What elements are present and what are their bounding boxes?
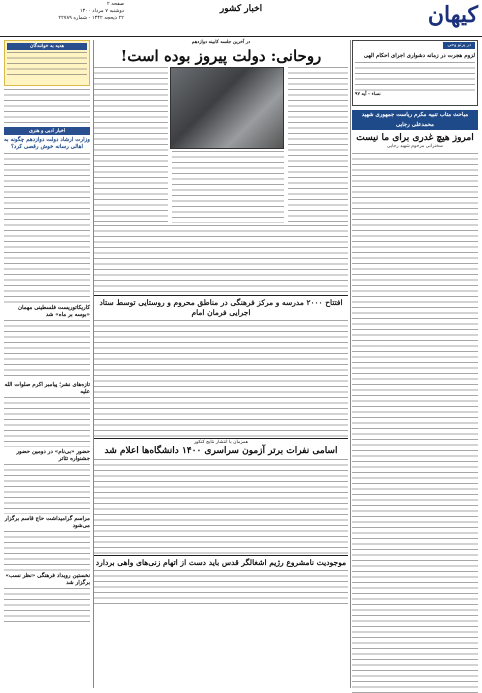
culture-headline-3: حضور «بی‌نام» در دومین حضور جشنواره تئاتر — [16, 449, 90, 462]
cabinet-photo — [170, 67, 284, 149]
gift-title: هدیه به خوانندگان — [7, 43, 87, 50]
lead-story-text — [94, 67, 168, 223]
feature-title: امروز هیچ غدری برای ما نیست — [356, 133, 474, 143]
bottom-headline: موجودیت نامشروع رژیم اشغالگر قدس باید دست از اتهام زنی‌های واهی بردارد — [95, 558, 347, 567]
feature-body — [352, 153, 478, 693]
issue-number: ۲۲ ذیحجه ۱۴۴۲ - شماره ۲۲۷۸۹ — [58, 15, 124, 21]
feature-subtitle: سخنرانی مرحوم شهید رجایی — [387, 144, 443, 149]
culture-title: وزارت ارشاد دولت دوازدهم چگونه به اهالی رسانه خوش رقصی کرد؟ — [4, 137, 90, 150]
lead-story — [94, 67, 348, 225]
kayhan-logo: کیهان — [427, 2, 478, 28]
schools-headline: افتتاح ۲۰۰۰ مدرسه و مرکز فرهنگی در مناطق محروم و روستایی توسط ستاد اجرایی فرمان امام — [99, 298, 343, 317]
page-header — [0, 0, 482, 37]
culture-text — [4, 153, 90, 303]
ticker-text — [355, 62, 475, 92]
schools-story-text — [94, 320, 348, 438]
culture-headline-2: تازه‌های نشر؛ پیامبر اکرم صلوات الله علیه — [4, 382, 90, 395]
lead-story-text — [172, 151, 284, 223]
right-column — [352, 40, 478, 688]
issue-date: دوشنبه ۷ مرداد ۱۴۰۰ — [79, 8, 124, 14]
ticker-box — [352, 40, 478, 106]
divider — [94, 295, 348, 296]
bottom-story-text — [94, 570, 348, 608]
culture-text — [4, 464, 90, 514]
culture-text — [4, 588, 90, 622]
left-column — [4, 40, 90, 688]
culture-banner: اخبار ادبی و هنری — [4, 127, 90, 135]
culture-headline-1: کاریکاتوریست فلسطینی مهمان «بوسه بر ماه» شد — [17, 305, 90, 318]
issue-info — [4, 1, 124, 22]
ticker-footer: نساء - آیه ۹۷ — [355, 92, 381, 97]
lead-story-continued — [94, 225, 348, 295]
divider — [94, 555, 348, 556]
culture-text — [4, 397, 90, 447]
exam-story-text — [94, 459, 348, 555]
exam-kicker: همزمان با انتشار نتایج کنکور — [193, 440, 249, 445]
page-number: صفحه ۲ — [107, 1, 124, 7]
culture-headline-4: مراسم گرامیداشت حاج قاسم برگزار می‌شود — [4, 516, 90, 529]
culture-text — [4, 531, 90, 571]
lead-intro-text — [288, 67, 348, 223]
culture-headline-5: نخستین رویداد فرهنگی «نظر نسب» برگزار شد — [5, 573, 90, 586]
main-headline: روحانی: دولت پیروز بوده است! — [120, 47, 322, 65]
divider — [94, 438, 348, 439]
section-title: اخبار کشور — [219, 4, 263, 14]
exam-headline: اسامی نفرات برتر آزمون سراسری ۱۴۰۰ دانشگاه‌ها اعلام شد — [104, 446, 338, 456]
ticker-label: در پرتو وحی — [443, 42, 475, 49]
column-divider — [350, 40, 351, 688]
main-kicker: در آخرین جلسه کابینه دوازدهم — [191, 40, 251, 45]
culture-text — [4, 320, 90, 380]
gift-text — [7, 52, 87, 78]
left-text — [4, 89, 90, 125]
ticker-title: لزوم هجرت در زمانه دشواری اجرای احکام الهی — [363, 53, 475, 59]
series-banner: مباحث متاب تنبیه مکرم ریاست جمهوری شهید محمدعلی رجایی — [352, 110, 478, 130]
main-column — [94, 40, 348, 608]
gift-box — [4, 40, 90, 86]
